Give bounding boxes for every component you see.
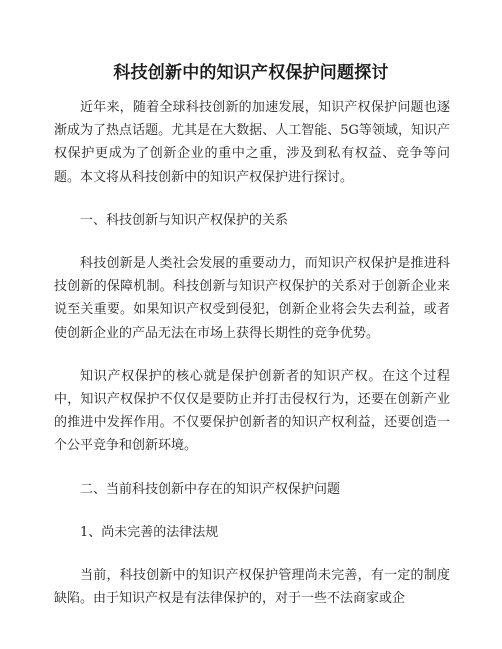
section-heading-1: 一、科技创新与知识产权保护的关系 <box>80 212 289 228</box>
section-heading-2: 二、当前科技创新中存在的知识产权保护问题 <box>80 481 341 497</box>
document-body <box>54 96 450 630</box>
intro-paragraph: 近年来，随着全球科技创新的加速发展，知识产权保护问题也逐渐成为了热点话题。尤其是在大数据、人工智能、5G等领域，知识产权保护更成为了创新企业的重中之重，涉及到私有权益、竞争等问题。本文将从科技创新中的知识产权保护进行探讨。 <box>54 100 450 185</box>
document-title: 科技创新中的知识产权保护问题探讨 <box>113 63 389 83</box>
body-paragraph: 当前，科技创新中的知识产权保护管理尚未完善，有一定的制度缺陷。由于知识产权是有法律保护的，对于一些不法商家或企 <box>54 568 450 607</box>
subsection-heading-1: 1、尚未完善的法律法规 <box>80 524 219 540</box>
body-paragraph: 知识产权保护的核心就是保护创新者的知识产权。在这个过程中，知识产权保护不仅仅是要防止并打击侵权行为，还要在创新产业的推进中发挥作用。不仅要保护创新者的知识产权利益，还要创造一个公平竞争和创新环境。 <box>54 368 450 454</box>
body-paragraph: 科技创新是人类社会发展的重要动力，而知识产权保护是推进科技创新的保障机制。科技创新与知识产权保护的关系对于创新企业来说至关重要。如果知识产权受到侵犯，创新企业将会失去利益，或者使创新企业的产品无法在市场上获得长期性的竞争优势。 <box>54 256 450 341</box>
